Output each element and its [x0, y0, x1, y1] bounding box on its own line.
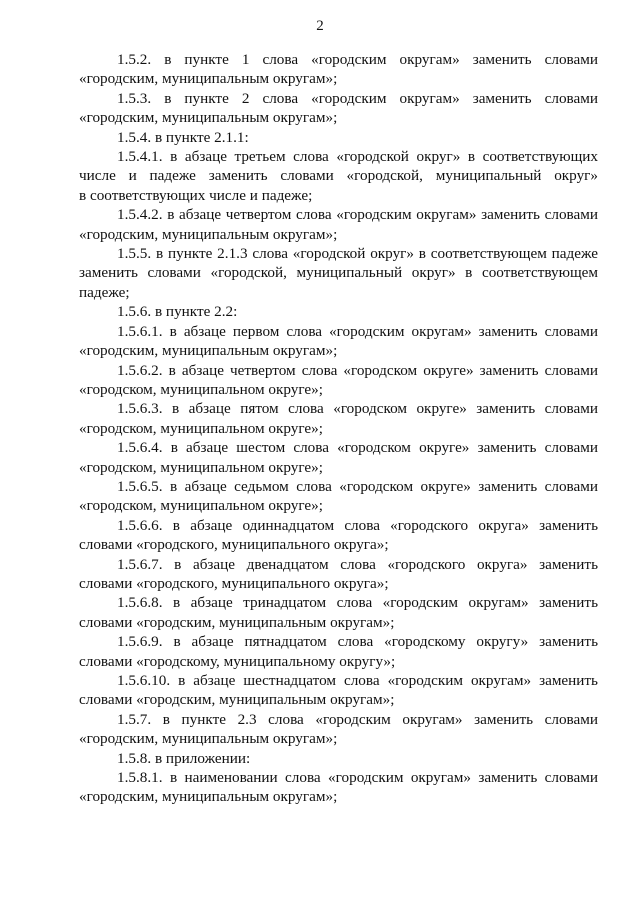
text-line: словами «городским, муниципальным округам»; [79, 691, 395, 709]
paragraph-1-5-6-4 [79, 438, 598, 477]
text-line: 1.5.4.1. в абзаце третьем слова «городской округ» в соответствующих [117, 148, 598, 166]
text-line: «городским, муниципальным округам»; [79, 70, 338, 88]
paragraph-1-5-6-6 [79, 516, 598, 555]
paragraph-1-5-6-5 [79, 477, 598, 516]
text-line: «городским, муниципальным округам»; [79, 730, 338, 748]
text-line: «городском, муниципальном округе»; [79, 380, 323, 398]
document-body [79, 50, 598, 807]
text-line: «городским, муниципальным округам»; [79, 342, 338, 360]
text-line: 1.5.5. в пункте 2.1.3 слова «городской округ» в соответствующем падеже [117, 245, 598, 263]
page-number: 2 [316, 18, 324, 34]
text-line: 1.5.6. в пункте 2.2: [117, 303, 238, 321]
paragraph-1-5-8-1 [79, 768, 598, 807]
text-line: «городском, муниципальном округе»; [79, 419, 323, 437]
text-line: словами «городским, муниципальным округам»; [79, 613, 395, 631]
text-line: 1.5.8.1. в наименовании слова «городским округам» заменить словами [117, 769, 598, 787]
paragraph-1-5-6-10 [79, 671, 598, 710]
text-line: словами «городского, муниципального округа»; [79, 574, 389, 592]
paragraph-1-5-6-8 [79, 593, 598, 632]
text-line: 1.5.6.7. в абзаце двенадцатом слова «городского округа» заменить [117, 555, 598, 573]
text-line: «городском, муниципальном округе»; [79, 458, 323, 476]
text-line: 1.5.6.1. в абзаце первом слова «городским округам» заменить словами [117, 322, 598, 340]
text-line: 1.5.4. в пункте 2.1.1: [117, 128, 249, 146]
paragraph-1-5-6-3 [79, 399, 598, 438]
paragraph-1-5-8 [79, 749, 598, 768]
text-line: 1.5.6.4. в абзаце шестом слова «городском округе» заменить словами [117, 439, 598, 457]
text-line: 1.5.6.2. в абзаце четвертом слова «городском округе» заменить словами [117, 361, 598, 379]
paragraph-1-5-3 [79, 89, 598, 128]
text-line: 1.5.6.6. в абзаце одиннадцатом слова «городского округа» заменить [117, 516, 598, 534]
text-line: 1.5.8. в приложении: [117, 749, 251, 767]
text-line: «городским, муниципальным округам»; [79, 225, 338, 243]
paragraph-1-5-6 [79, 302, 598, 321]
paragraph-1-5-7 [79, 710, 598, 749]
paragraph-1-5-4-1 [79, 147, 598, 205]
text-line: 1.5.7. в пункте 2.3 слова «городским округам» заменить словами [117, 710, 598, 728]
paragraph-1-5-6-7 [79, 555, 598, 594]
text-line: «городском, муниципальном округе»; [79, 497, 323, 515]
text-line: 1.5.6.3. в абзаце пятом слова «городском округе» заменить словами [117, 400, 598, 418]
text-line: словами «городскому, муниципальному округу»; [79, 652, 396, 670]
text-line: 1.5.3. в пункте 2 слова «городским округам» заменить словами [117, 89, 598, 107]
text-line: заменить словами «городской, муниципальный округ» в соответствующем [79, 264, 598, 282]
text-line: падеже; [79, 283, 130, 301]
paragraph-1-5-6-9 [79, 632, 598, 671]
text-line: 1.5.6.9. в абзаце пятнадцатом слова «городскому округу» заменить [117, 633, 598, 651]
paragraph-1-5-6-2 [79, 361, 598, 400]
text-line: «городским, муниципальным округам»; [79, 109, 338, 127]
paragraph-1-5-4-2 [79, 205, 598, 244]
text-line: 1.5.2. в пункте 1 слова «городским округам» заменить словами [117, 51, 598, 68]
paragraph-1-5-4 [79, 128, 598, 147]
text-line: числе и падеже заменить словами «городской, муниципальный округ» [79, 167, 598, 185]
text-line: 1.5.6.5. в абзаце седьмом слова «городском округе» заменить словами [117, 477, 598, 495]
text-line: словами «городского, муниципального округа»; [79, 536, 389, 554]
paragraph-1-5-6-1 [79, 322, 598, 361]
text-line: 1.5.4.2. в абзаце четвертом слова «городским округам» заменить словами [117, 206, 598, 224]
text-line: в соответствующих числе и падеже; [79, 186, 313, 204]
text-line: «городским, муниципальным округам»; [79, 788, 338, 806]
text-line: 1.5.6.8. в абзаце тринадцатом слова «городским округам» заменить [117, 594, 598, 612]
text-line: 1.5.6.10. в абзаце шестнадцатом слова «городским округам» заменить [117, 672, 598, 689]
paragraph-1-5-2 [79, 50, 598, 89]
paragraph-1-5-5 [79, 244, 598, 302]
